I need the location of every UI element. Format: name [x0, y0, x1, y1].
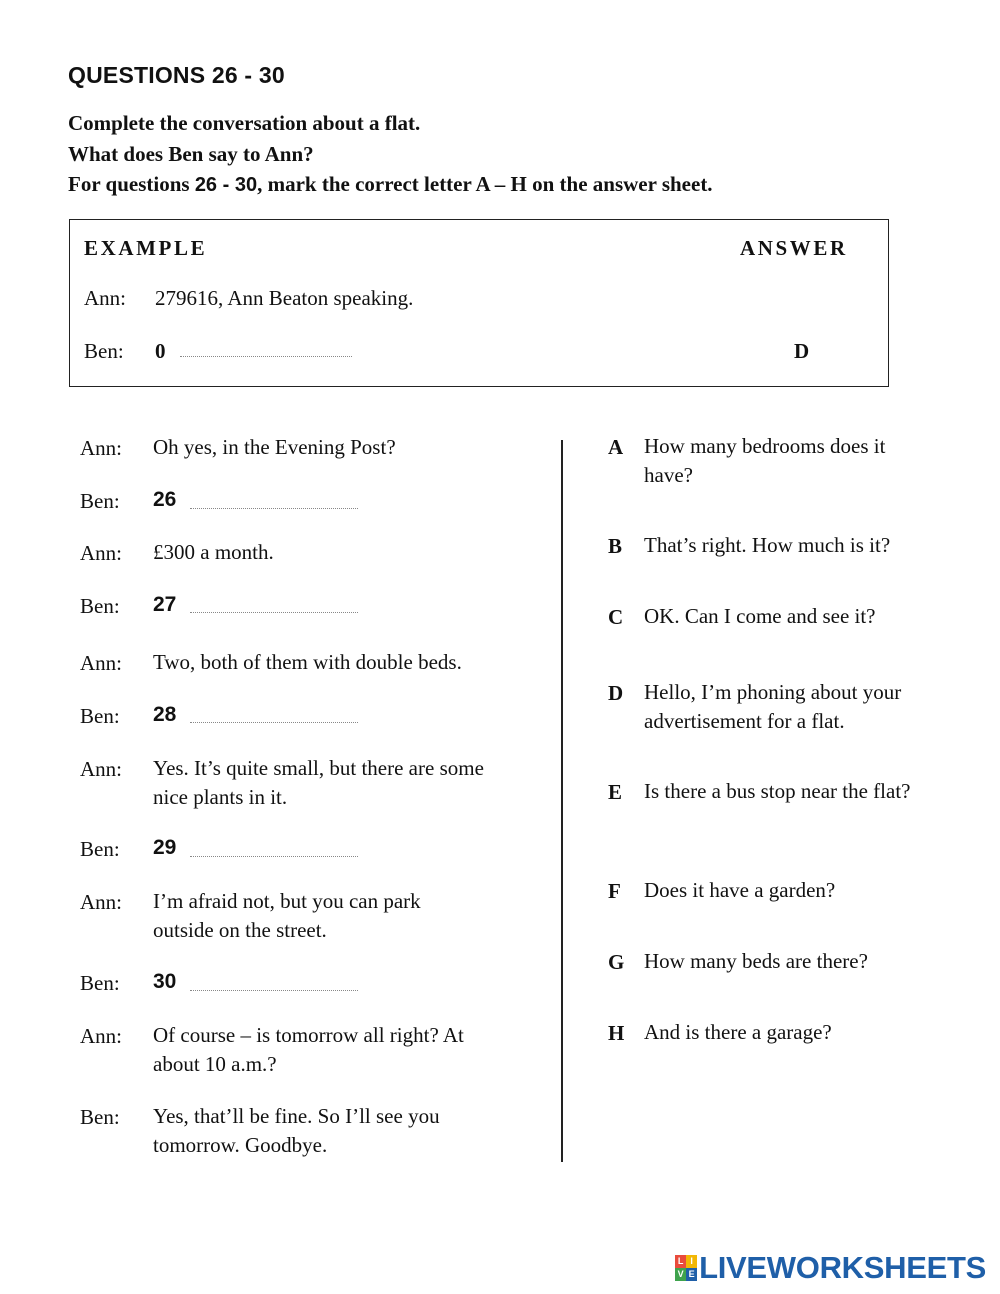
instruction-line-2: What does Ben say to Ann?	[68, 142, 314, 166]
example-box	[69, 219, 889, 387]
logo-letter: L	[675, 1255, 686, 1268]
question-29-number: 29	[153, 836, 177, 859]
logo-letter: I	[686, 1255, 697, 1268]
option-letter-h: H	[608, 1021, 625, 1045]
example-ann-line: 279616, Ann Beaton speaking.	[155, 286, 414, 310]
brand-name: LIVEWORKSHEETS	[699, 1250, 986, 1285]
question-28-blank[interactable]	[190, 722, 358, 723]
dialogue-line: £300 a month.	[153, 540, 274, 564]
dialogue-speaker: Ben:	[80, 704, 120, 728]
instruction-line-3-start: For questions	[68, 172, 195, 196]
option-text-g: How many beds are there?	[644, 949, 868, 973]
logo-letter: V	[675, 1268, 686, 1281]
example-answer: D	[794, 339, 810, 363]
dialogue-speaker: Ann:	[80, 890, 122, 914]
example-ann-speaker: Ann:	[84, 286, 126, 310]
dialogue-line: I’m afraid not, but you can park outside on the street.	[153, 889, 421, 942]
option-letter-g: G	[608, 950, 625, 974]
dialogue-line: Two, both of them with double beds.	[153, 650, 462, 674]
option-text-f: Does it have a garden?	[644, 878, 836, 902]
option-letter-f: F	[608, 879, 621, 903]
dialogue-speaker: Ben:	[80, 971, 120, 995]
question-29-blank[interactable]	[190, 856, 358, 857]
dialogue-speaker: Ann:	[80, 651, 122, 675]
column-divider	[561, 440, 563, 1162]
logo-letter: E	[686, 1268, 697, 1281]
example-label: EXAMPLE	[84, 236, 208, 260]
dialogue-line: Oh yes, in the Evening Post?	[153, 435, 396, 459]
option-text-b: That’s right. How much is it?	[644, 533, 891, 557]
dialogue-line: Yes, that’ll be fine. So I’ll see you tomorrow. Goodbye.	[153, 1104, 440, 1157]
option-letter-b: B	[608, 534, 623, 558]
liveworksheets-logo-icon	[675, 1255, 697, 1281]
question-27-number: 27	[153, 593, 177, 616]
instruction-line-3-end: , mark the correct letter A – H on the answer sheet.	[257, 172, 713, 196]
example-ben-speaker: Ben:	[84, 339, 124, 363]
dialogue-speaker: Ann:	[80, 757, 122, 781]
question-30-blank[interactable]	[190, 990, 358, 991]
page-title: QUESTIONS 26 - 30	[68, 62, 285, 88]
option-text-h: And is there a garage?	[644, 1020, 832, 1044]
question-26-blank[interactable]	[190, 508, 358, 509]
option-letter-e: E	[608, 780, 623, 804]
option-text-d: Hello, I’m phoning about your advertisement for a flat.	[644, 680, 902, 733]
question-28-number: 28	[153, 703, 177, 726]
option-letter-a: A	[608, 435, 624, 459]
example-answer-blank	[180, 356, 352, 357]
dialogue-speaker: Ann:	[80, 436, 122, 460]
instruction-line-3	[68, 172, 713, 197]
dialogue-line: Of course – is tomorrow all right? At about 10 a.m.?	[153, 1023, 464, 1076]
option-text-e: Is there a bus stop near the flat?	[644, 779, 911, 803]
dialogue-speaker: Ben:	[80, 837, 120, 861]
dialogue-speaker: Ann:	[80, 541, 122, 565]
dialogue-speaker: Ben:	[80, 489, 120, 513]
option-text-c: OK. Can I come and see it?	[644, 604, 876, 628]
question-30-number: 30	[153, 970, 177, 993]
option-text-a: How many bedrooms does it have?	[644, 434, 886, 487]
answer-label: ANSWER	[740, 236, 848, 260]
liveworksheets-brand	[675, 1250, 986, 1286]
dialogue-speaker: Ann:	[80, 1024, 122, 1048]
dialogue-line: Yes. It’s quite small, but there are some nice plants in it.	[153, 756, 484, 809]
instruction-line-1: Complete the conversation about a flat.	[68, 111, 421, 135]
question-26-number: 26	[153, 488, 177, 511]
question-27-blank[interactable]	[190, 612, 358, 613]
option-letter-d: D	[608, 681, 624, 705]
dialogue-speaker: Ben:	[80, 594, 120, 618]
option-letter-c: C	[608, 605, 624, 629]
dialogue-speaker: Ben:	[80, 1105, 120, 1129]
question-range: 26 - 30	[194, 174, 258, 196]
example-question-number: 0	[155, 339, 166, 363]
